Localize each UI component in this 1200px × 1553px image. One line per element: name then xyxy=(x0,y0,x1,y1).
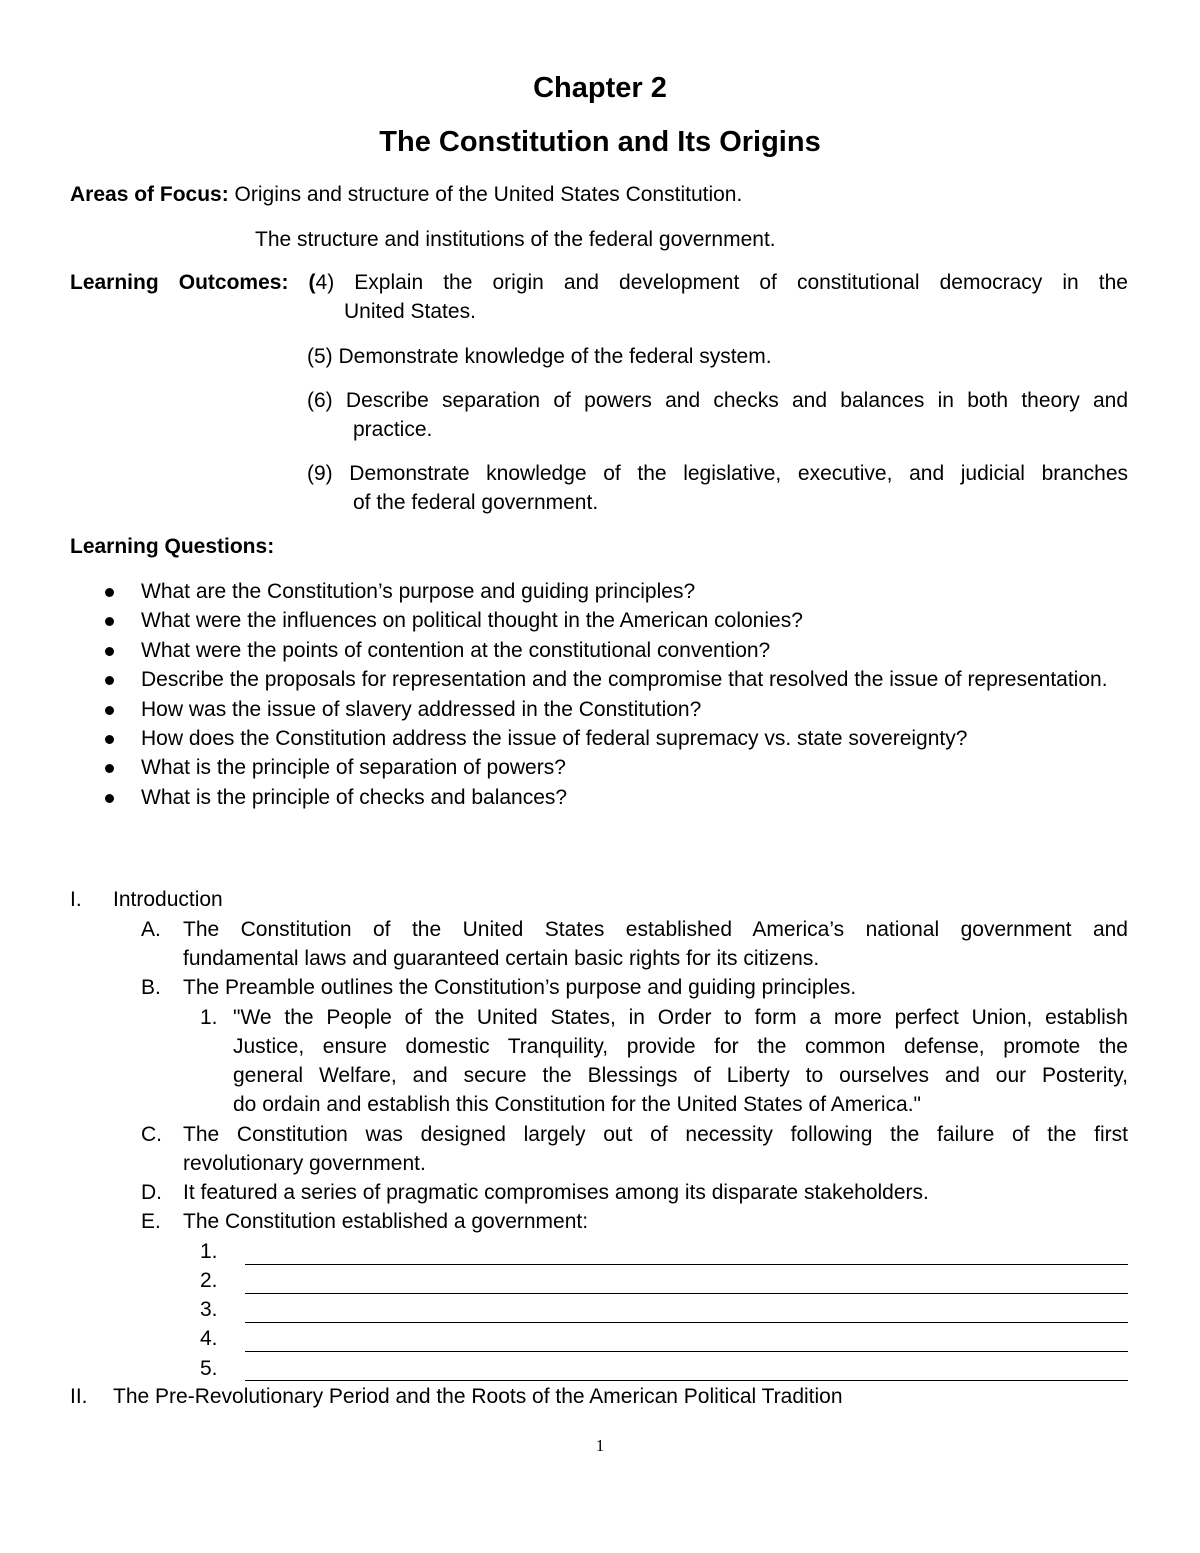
outline-item-d-letter: D. xyxy=(141,1181,162,1204)
list-item xyxy=(70,606,1130,635)
list-item xyxy=(70,753,1130,782)
outline-item-b1-line-4: do ordain and establish this Constitution for the United States of America." xyxy=(233,1093,922,1116)
learning-questions-label: Learning Questions: xyxy=(70,535,275,558)
fill-in-blank-line xyxy=(245,1351,1128,1352)
blank-item-number: 1. xyxy=(200,1240,218,1263)
list-item xyxy=(70,636,1130,665)
outline-item-e-letter: E. xyxy=(141,1210,161,1233)
question-text: How was the issue of slavery addressed in the Constitution? xyxy=(141,697,702,721)
areas-of-focus-line-2: The structure and institutions of the federal government. xyxy=(255,228,776,251)
question-text: How does the Constitution address the issue of federal supremacy vs. state sovereignty? xyxy=(141,727,968,751)
list-item xyxy=(70,665,1130,694)
learning-outcome-text: 4) Explain the origin and development of constitutional democracy in the xyxy=(315,271,1128,294)
question-text: What is the principle of checks and balances? xyxy=(141,785,568,809)
outline-item-c-letter: C. xyxy=(141,1123,162,1146)
outline-item-a-line-1: The Constitution of the United States established America’s national government and xyxy=(183,918,1128,941)
areas-of-focus-line-1: Origins and structure of the United States Constitution. xyxy=(234,183,743,206)
page-number: 1 xyxy=(595,1436,605,1455)
learning-outcome-9-line-2: of the federal government. xyxy=(353,491,599,514)
list-item xyxy=(70,695,1130,724)
bullet-icon xyxy=(105,617,114,626)
list-item xyxy=(70,783,1130,812)
learning-outcome-6-line-1: (6) Describe separation of powers and checks and balances in both theory and xyxy=(307,389,1128,412)
blank-item-number: 4. xyxy=(200,1327,218,1350)
outline-item-b-letter: B. xyxy=(141,976,161,999)
learning-questions-list xyxy=(70,577,1130,812)
outline-item-b-text: The Preamble outlines the Constitution’s purpose and guiding principles. xyxy=(183,976,857,999)
question-text: Describe the proposals for representation and the compromise that resolved the issue of representation. xyxy=(141,668,1108,692)
learning-outcome-5: (5) Demonstrate knowledge of the federal system. xyxy=(307,345,772,368)
list-item xyxy=(70,724,1130,753)
fill-in-blank-line xyxy=(245,1264,1128,1265)
outline-section-2-number: II. xyxy=(70,1385,88,1408)
outline-item-a-line-2: fundamental laws and guaranteed certain basic rights for its citizens. xyxy=(183,947,820,970)
bullet-icon xyxy=(105,706,114,715)
outline-item-b1-number: 1. xyxy=(200,1006,218,1029)
learning-outcomes-open-paren: ( xyxy=(308,271,316,294)
question-text: What were the points of contention at the constitutional convention? xyxy=(141,638,771,662)
learning-outcome-4-line-1 xyxy=(70,271,1128,295)
outline-item-b1-line-1: "We the People of the United States, in Order to form a more perfect Union, establish xyxy=(233,1006,1128,1029)
outline-section-1-number: I. xyxy=(70,888,82,911)
outline-item-b1-line-2: Justice, ensure domestic Tranquility, provide for the common defense, promote the xyxy=(233,1035,1128,1058)
bullet-icon xyxy=(105,735,114,744)
bullet-icon xyxy=(105,588,114,597)
fill-in-blank-line xyxy=(245,1380,1128,1381)
learning-outcomes-label: Learning Outcomes: xyxy=(70,271,289,294)
bullet-icon xyxy=(105,764,114,773)
question-text: What were the influences on political thought in the American colonies? xyxy=(141,609,803,633)
fill-in-blank-line xyxy=(245,1293,1128,1294)
question-text: What are the Constitution’s purpose and guiding principles? xyxy=(141,580,696,603)
chapter-title: The Constitution and Its Origins xyxy=(379,126,821,158)
bullet-icon xyxy=(105,647,114,656)
learning-outcome-9-line-1: (9) Demonstrate knowledge of the legislative, executive, and judicial branches xyxy=(307,462,1128,485)
areas-of-focus-label: Areas of Focus: xyxy=(70,183,229,206)
blank-item-number: 3. xyxy=(200,1298,218,1321)
question-text: What is the principle of separation of powers? xyxy=(141,756,566,780)
fill-in-blank-line xyxy=(245,1322,1128,1323)
learning-outcome-4-line-2: United States. xyxy=(344,300,476,323)
list-item xyxy=(70,577,1130,606)
outline-item-c-line-1: The Constitution was designed largely out of necessity following the failure of the first xyxy=(183,1123,1128,1146)
learning-outcome-6-line-2: practice. xyxy=(353,418,433,441)
outline-section-2-title: The Pre-Revolutionary Period and the Roots of the American Political Tradition xyxy=(113,1385,843,1408)
chapter-heading: Chapter 2 xyxy=(533,72,667,104)
blank-item-number: 2. xyxy=(200,1269,218,1292)
outline-item-b1-line-3: general Welfare, and secure the Blessings of Liberty to ourselves and our Posterity, xyxy=(233,1064,1128,1087)
outline-item-d-text: It featured a series of pragmatic compromises among its disparate stakeholders. xyxy=(183,1181,929,1204)
areas-of-focus-row xyxy=(70,183,742,207)
bullet-icon xyxy=(105,676,114,685)
outline-item-a-letter: A. xyxy=(141,918,161,941)
blank-item-number: 5. xyxy=(200,1357,218,1380)
outline-section-1-title: Introduction xyxy=(113,888,223,911)
outline-item-c-line-2: revolutionary government. xyxy=(183,1152,426,1175)
bullet-icon xyxy=(105,794,114,803)
outline-item-e-text: The Constitution established a government: xyxy=(183,1210,589,1233)
